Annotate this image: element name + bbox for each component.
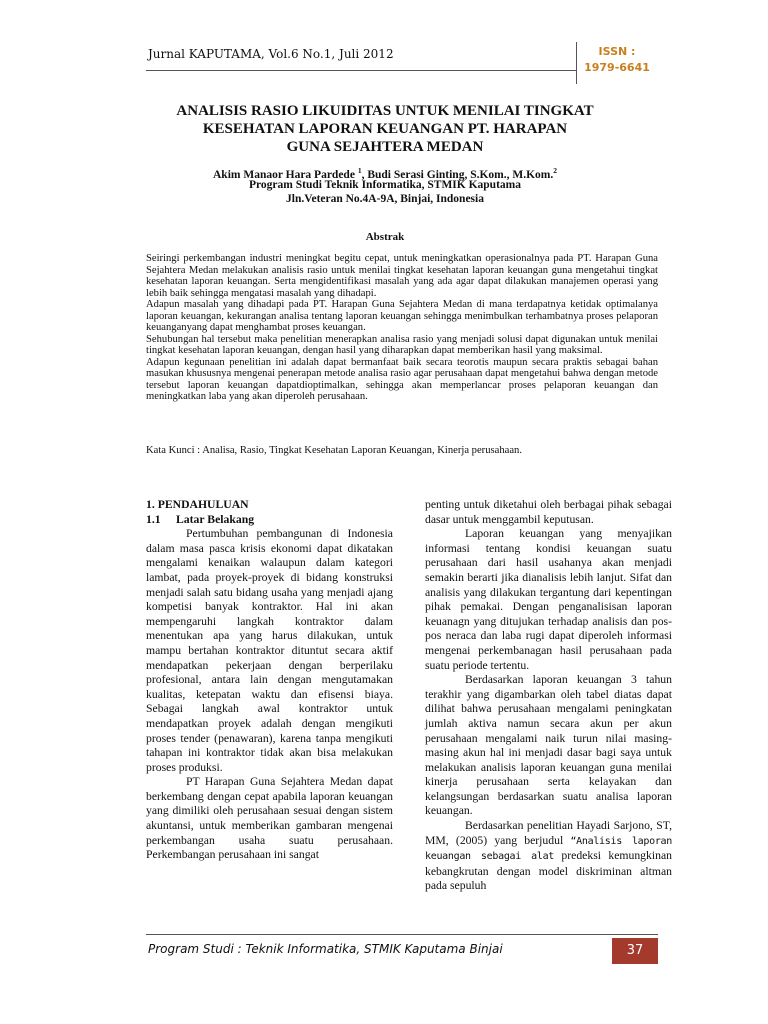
- header-divider: [146, 70, 576, 71]
- author-name: , Budi Serasi Ginting, S.Kom., M.Kom.: [361, 168, 554, 181]
- abstract-paragraph: Adapun masalah yang dihadapi pada PT. Harapan Guna Sejahtera Medan di mana terdapatnya ketidak optimalanya laporan keuangan, kekurangan analisa tentang laporan keuangan sehingga menimbulkan terhambatnya proses pelaporan keuanganyang dapat menghambat proses keuangan.: [146, 299, 658, 333]
- body-paragraph: Pertumbuhan pembangunan di Indonesia dalam masa pasca krisis ekonomi dapat dikatakan mengalami kenaikan walaupun dalam kategori lambat, pada proyek-proyek di bidang konstruksi menjadi salah satu bidang usaha yang menjadi ajang kompetisi banyak kontraktor. Hal ini akan mempengaruhi langkah kontraktor dalam menentukan apa yang harus dilakukan, untuk mampu bertahan kontraktor dituntut secara aktif mendapatkan pekerjaan dengan berperilaku profesional, antara lain dengan mengutamakan kualitas, ketepatan waktu dan efisensi biaya. Sebagai langkah awal kontraktor untuk mendapatkan proyek adalah dengan mengikuti proses tender (penawaran), karena tanpa mengikuti tahapan ini kontraktor tidak akan bisa melakukan proses produksi.: [146, 527, 393, 774]
- body-paragraph: [425, 819, 672, 894]
- header-vertical-divider: [576, 42, 577, 84]
- body-paragraph: Laporan keuangan yang menyajikan informasi tentang kondisi keuangan suatu perusahaan dari hasil usahanya akan menjadi semakin berarti jika dianalisis lebih lanjut. Sifat dan analisis yang dilakukan tergantung dari kepentingan pihak pemakai. Dengan penganalisisan laporan keuanagn yang ditujukan terhadap analisis dan pos-pos neraca dan laba rugi dapat diperoleh informasi mengenai perkembanagan hasil perusahaan pada suatu periode tertentu.: [425, 527, 672, 672]
- author-superscript: 2: [553, 166, 557, 175]
- subsection-title: Latar Belakang: [176, 512, 255, 526]
- title-line: GUNA SEJAHTERA MEDAN: [286, 139, 484, 155]
- body-text: Berdasarkan penelitian Hayadi Sarjono, ST, MM, (2005) yang berjudul: [425, 819, 672, 847]
- title-line: KESEHATAN LAPORAN KEUANGAN PT. HARAPAN: [202, 121, 568, 137]
- body-paragraph: PT Harapan Guna Sejahtera Medan dapat berkembang dengan cepat apabila laporan keuangan yang dimiliki oleh perusahaan sesuai dengan sistem akuntansi, untuk memberikan gambaran mengenai perkembangan usaha suatu perusahaan. Perkembangan perusahaan ini sangat: [146, 775, 393, 862]
- address: Jln.Veteran No.4A-9A, Binjai, Indonesia: [286, 193, 484, 205]
- abstract-paragraph: Sehubungan hal tersebut maka penelitian menerapkan analisa rasio yang menjadi solusi dapat digunakan untuk menilai tingkat kesehatan laporan keuangan, dengan hasil yang diharapkan dapat memberikan hasil yang maksimal.: [146, 333, 658, 356]
- abstract-heading: Abstrak: [365, 231, 405, 243]
- issn-label: ISSN :: [598, 45, 636, 58]
- page-number: 37: [612, 938, 658, 964]
- abstract-body: [146, 253, 658, 403]
- cited-title-text: “Analisis laporan keuangan sebagai alat: [425, 835, 672, 863]
- keywords: Kata Kunci : Analisa, Rasio, Tingkat Kesehatan Laporan Keuangan, Kinerja perusahaan.: [146, 445, 522, 456]
- left-column: [146, 498, 393, 863]
- abstract-paragraph: Seiringi perkembangan industri meningkat begitu cepat, untuk meningkatkan operasionalnya pada PT. Harapan Guna Sejahtera Medan melakukan analisis rasio untuk menilai tingkat kesehatan laporan keuangan guna mengetahui tingkat kesehatan laporan keuangan. Serta mengidentifikasi masalah yang ada agar dapat dilakukan manajemen operasi yang lebih baik sehingga mengatasi masalah yang dihadapi.: [146, 253, 658, 299]
- issn-number: 1979-6641: [584, 61, 650, 74]
- right-column: [425, 498, 672, 894]
- subsection-heading: [146, 513, 393, 528]
- body-paragraph: Berdasarkan laporan keuangan 3 tahun terakhir yang digambarkan oleh tabel diatas dapat dilihat bahwa perusahaan mengalami peningkatan jumlah aktiva namun secara akun per akun perusahaan mengalami naik turun nilai masing-masing akun hal ini menjadi dasar bagi saya untuk melakukan analisis laporan keuangan guna menilai kinerja perusahaan serta kelayakan dan kelangsungan berdasarkan suatu analisa laporan keuangan.: [425, 673, 672, 818]
- paper-title: [150, 102, 620, 156]
- abstract-paragraph: Adapun kegunaan penelitian ini adalah dapat bermanfaat baik secara teorotis maupun secara praktis sebagai bahan masukan khususnya mengenai penerapan metode analisa rasio agar perusahaan dapat mengetahui bahwa dengan metode tersebut laporan keuangan dapatdioptimalkan, sehingga akan memperlancar proses pelaporan keuangan dan meningkatkan laba yang akan diperoleh perusahaan.: [146, 356, 658, 402]
- subsection-number: 1.1: [146, 512, 161, 526]
- footer-divider: [146, 934, 658, 935]
- body-text: predeksi kemungkinan kebangkrutan dengan model diskriminan altman pada sepuluh: [425, 849, 672, 893]
- footer-text: Program Studi : Teknik Informatika, STMIK Kaputama Binjai: [148, 942, 503, 956]
- journal-header: Jurnal KAPUTAMA, Vol.6 No.1, Juli 2012: [148, 47, 394, 61]
- author-superscript: 1: [357, 166, 362, 175]
- section-heading: 1. PENDAHULUAN: [146, 498, 249, 511]
- affiliation: Program Studi Teknik Informatika, STMIK Kaputama: [248, 179, 521, 191]
- issn-block: [582, 44, 652, 76]
- body-paragraph: penting untuk diketahui oleh berbagai pihak sebagai dasar untuk menggambil keputusan.: [425, 498, 672, 526]
- title-line: ANALISIS RASIO LIKUIDITAS UNTUK MENILAI TINGKAT: [176, 103, 594, 119]
- author-name: Akim Manaor Hara Pardede: [213, 168, 355, 181]
